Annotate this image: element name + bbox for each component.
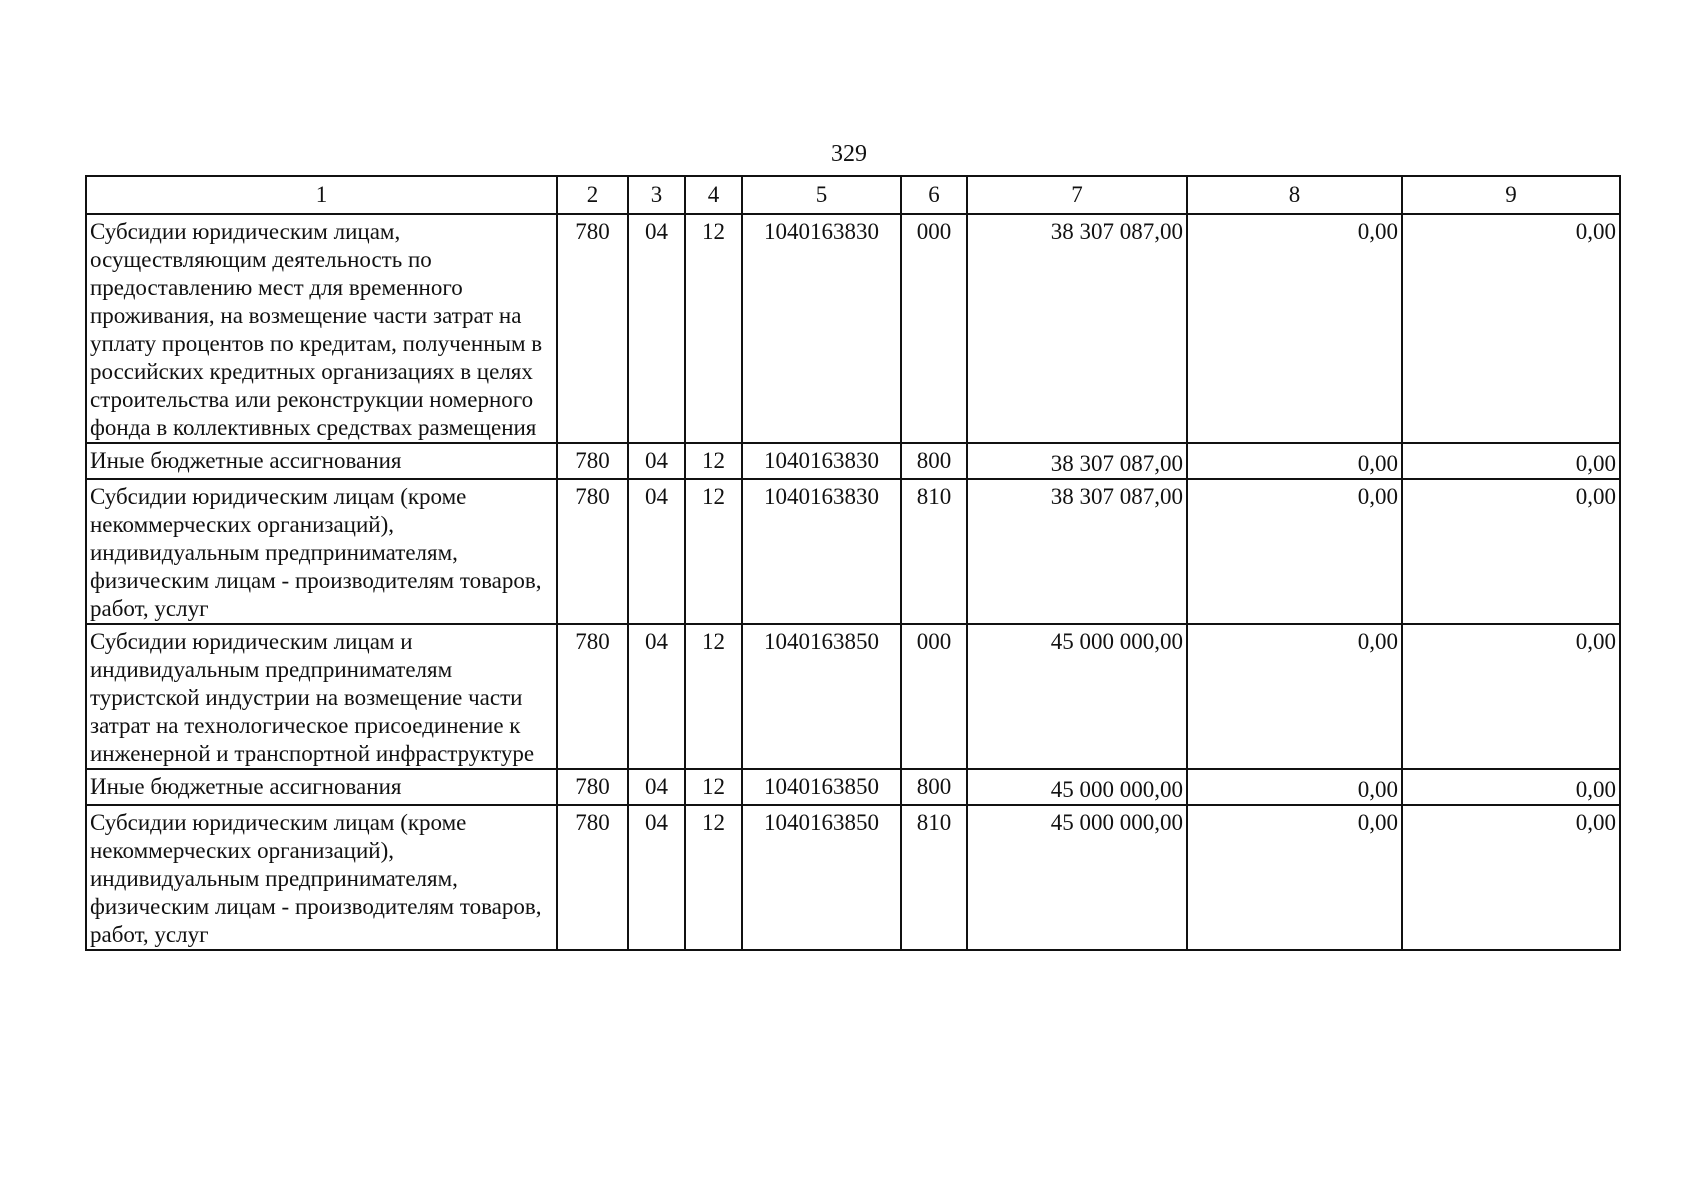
row-amount-9: 0,00 xyxy=(1402,214,1620,443)
budget-table xyxy=(85,175,1621,951)
table-header xyxy=(86,176,1620,214)
row-code-3: 04 xyxy=(628,624,685,769)
table-row xyxy=(86,769,1620,805)
row-code-4: 12 xyxy=(685,624,742,769)
row-name: Субсидии юридическим лицам (кроме некоммерческих организаций), индивидуальным предпринимателям, физическим лицам - производителям товаров, работ, услуг xyxy=(86,805,557,950)
row-code-5: 1040163850 xyxy=(742,624,901,769)
row-name: Иные бюджетные ассигнования xyxy=(86,443,557,479)
table-row xyxy=(86,214,1620,443)
header-col-9: 9 xyxy=(1402,176,1620,214)
row-code-4: 12 xyxy=(685,769,742,805)
row-code-5: 1040163830 xyxy=(742,214,901,443)
row-code-2: 780 xyxy=(557,479,628,624)
row-name: Субсидии юридическим лицам, осуществляющим деятельность по предоставлению мест для временного проживания, на возмещение части затрат на уплату процентов по кредитам, полученным в российских кредитных организациях в целях строительства или реконструкции номерного фонда в коллективных средствах размещения xyxy=(86,214,557,443)
header-col-3: 3 xyxy=(628,176,685,214)
table-row xyxy=(86,479,1620,624)
row-code-2: 780 xyxy=(557,769,628,805)
row-code-6: 800 xyxy=(901,443,967,479)
table-row xyxy=(86,624,1620,769)
header-col-7: 7 xyxy=(967,176,1187,214)
row-code-6: 000 xyxy=(901,624,967,769)
table-body xyxy=(86,214,1620,950)
row-code-3: 04 xyxy=(628,479,685,624)
page-number: 329 xyxy=(831,141,867,167)
row-name: Субсидии юридическим лицам и индивидуальным предпринимателям туристской индустрии на возмещение части затрат на технологическое присоединение к инженерной и транспортной инфраструктуре xyxy=(86,624,557,769)
row-amount-9: 0,00 xyxy=(1402,769,1620,805)
row-code-4: 12 xyxy=(685,479,742,624)
table-row xyxy=(86,805,1620,950)
row-amount-8: 0,00 xyxy=(1187,769,1402,805)
row-amount-8: 0,00 xyxy=(1187,479,1402,624)
header-row xyxy=(86,176,1620,214)
row-code-5: 1040163830 xyxy=(742,443,901,479)
row-code-3: 04 xyxy=(628,769,685,805)
row-amount-7: 38 307 087,00 xyxy=(967,443,1187,479)
row-code-5: 1040163850 xyxy=(742,805,901,950)
row-code-6: 810 xyxy=(901,479,967,624)
row-code-2: 780 xyxy=(557,624,628,769)
row-code-6: 810 xyxy=(901,805,967,950)
row-code-3: 04 xyxy=(628,443,685,479)
row-amount-8: 0,00 xyxy=(1187,443,1402,479)
row-amount-7: 45 000 000,00 xyxy=(967,805,1187,950)
row-code-6: 000 xyxy=(901,214,967,443)
header-col-1: 1 xyxy=(86,176,557,214)
row-amount-7: 38 307 087,00 xyxy=(967,214,1187,443)
row-amount-8: 0,00 xyxy=(1187,805,1402,950)
header-col-5: 5 xyxy=(742,176,901,214)
row-name: Субсидии юридическим лицам (кроме некоммерческих организаций), индивидуальным предпринимателям, физическим лицам - производителям товаров, работ, услуг xyxy=(86,479,557,624)
row-amount-9: 0,00 xyxy=(1402,443,1620,479)
header-col-8: 8 xyxy=(1187,176,1402,214)
row-code-5: 1040163830 xyxy=(742,479,901,624)
header-col-6: 6 xyxy=(901,176,967,214)
row-amount-7: 45 000 000,00 xyxy=(967,769,1187,805)
row-code-3: 04 xyxy=(628,214,685,443)
row-code-3: 04 xyxy=(628,805,685,950)
row-amount-8: 0,00 xyxy=(1187,214,1402,443)
header-col-4: 4 xyxy=(685,176,742,214)
row-code-4: 12 xyxy=(685,214,742,443)
row-code-6: 800 xyxy=(901,769,967,805)
row-code-4: 12 xyxy=(685,805,742,950)
row-amount-7: 38 307 087,00 xyxy=(967,479,1187,624)
row-code-2: 780 xyxy=(557,443,628,479)
row-code-2: 780 xyxy=(557,214,628,443)
row-code-4: 12 xyxy=(685,443,742,479)
header-col-2: 2 xyxy=(557,176,628,214)
row-amount-8: 0,00 xyxy=(1187,624,1402,769)
row-amount-9: 0,00 xyxy=(1402,624,1620,769)
table-row xyxy=(86,443,1620,479)
row-code-2: 780 xyxy=(557,805,628,950)
row-amount-9: 0,00 xyxy=(1402,805,1620,950)
row-code-5: 1040163850 xyxy=(742,769,901,805)
row-amount-7: 45 000 000,00 xyxy=(967,624,1187,769)
row-name: Иные бюджетные ассигнования xyxy=(86,769,557,805)
row-amount-9: 0,00 xyxy=(1402,479,1620,624)
